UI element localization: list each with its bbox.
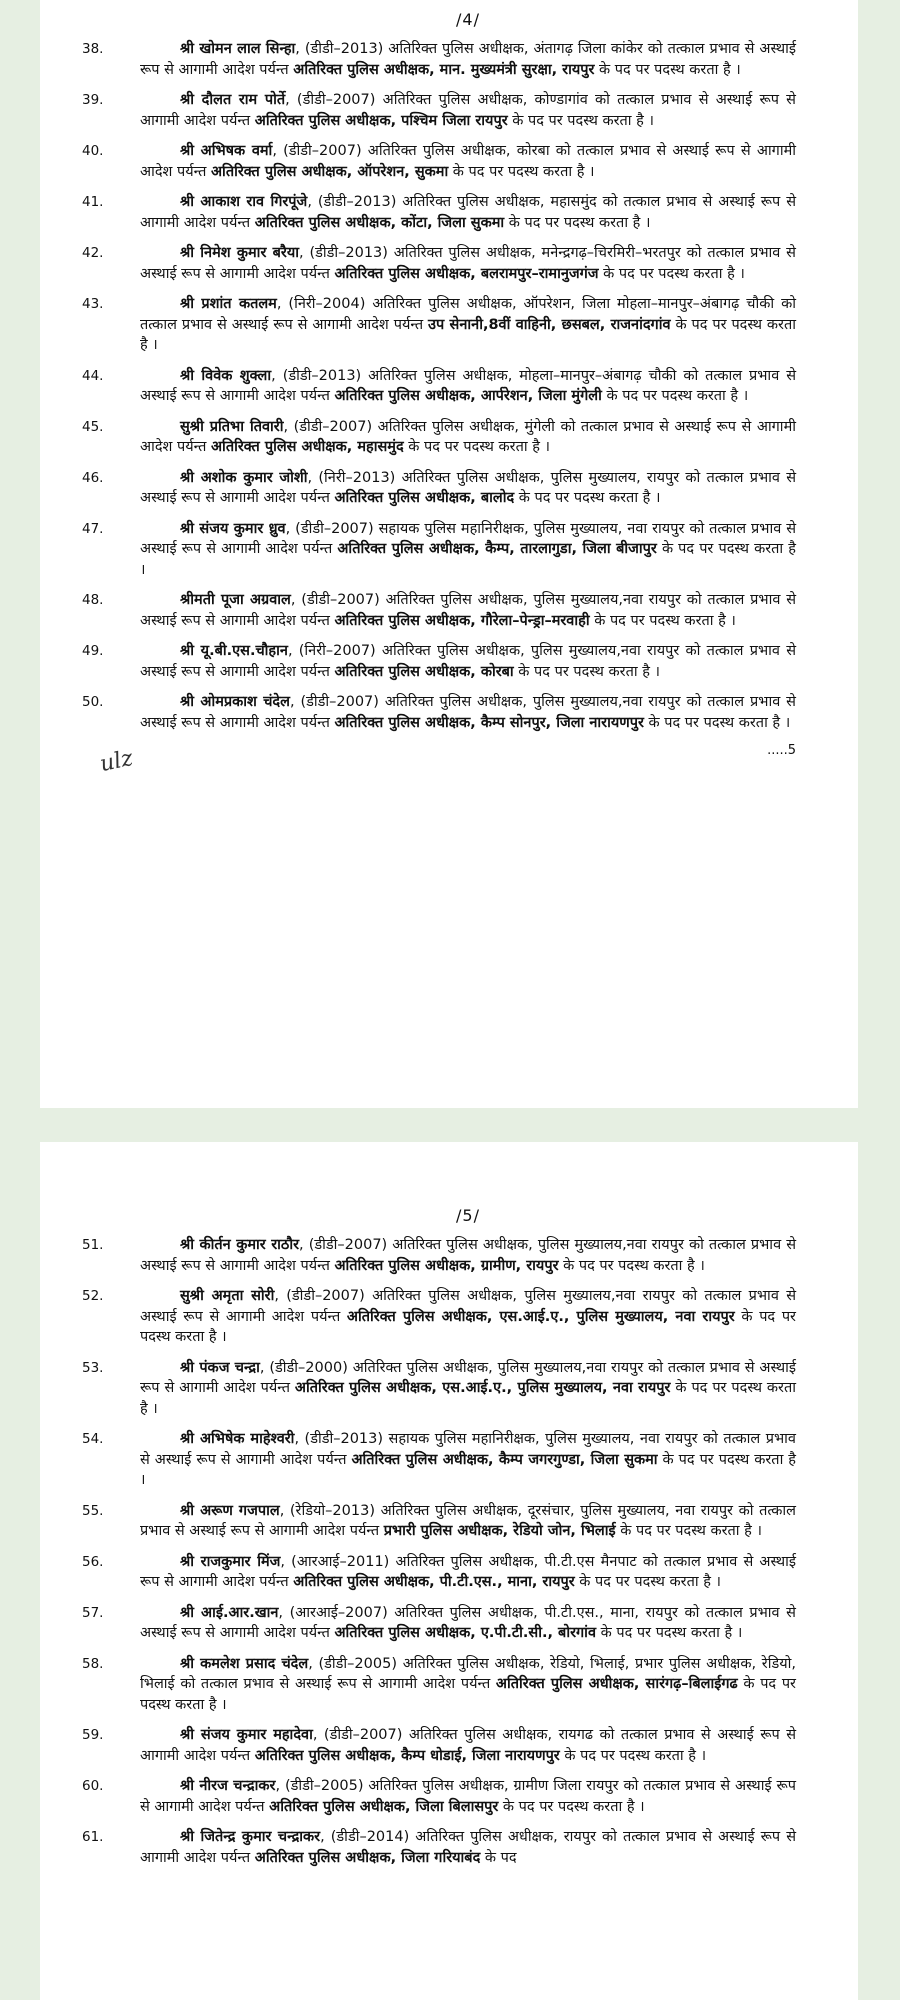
entry-number: 48. bbox=[82, 592, 104, 608]
entry-text: , (निरी–2004) अतिरिक्त पुलिस अधीक्षक, ऑपरेशन, जिला मोहला–मानपुर–अंबागढ़ चौकी को तत्काल प्रभाव से अस्थाई रूप से आगामी आदेश पर्यन्त bbox=[140, 296, 796, 333]
new-posting: अतिरिक्त पुलिस अधीक्षक, कैम्प जगरगुण्डा, जिला सुकमा bbox=[351, 1451, 658, 1468]
entry-closing: के पद पर पदस्थ करता है । bbox=[513, 663, 661, 680]
document-page-4 bbox=[40, 0, 858, 1108]
officer-name: श्री संजय कुमार ध्रुव bbox=[180, 520, 286, 537]
order-entry bbox=[82, 294, 797, 356]
officer-name: श्री दौलत राम पोर्ते bbox=[180, 92, 286, 108]
order-entry bbox=[82, 468, 797, 509]
officer-name: श्री अभिषक वर्मा bbox=[180, 143, 273, 159]
page-number: /4/ bbox=[456, 10, 480, 29]
order-entry bbox=[82, 1286, 796, 1348]
page-number: /5/ bbox=[456, 1206, 480, 1225]
order-entry bbox=[82, 192, 797, 233]
entry-text: , (डीडी–2000) अतिरिक्त पुलिस अधीक्षक, पुलिस मुख्यालय,नवा रायपुर को तत्काल प्रभाव से अस्थाई रूप से आगामी आदेश पर्यन्त bbox=[140, 1359, 796, 1396]
order-entry bbox=[82, 1776, 796, 1817]
entry-number: 39. bbox=[82, 92, 104, 108]
entry-number: 56. bbox=[82, 1553, 104, 1570]
entry-number: 42. bbox=[82, 245, 104, 261]
officer-name: श्री राजकुमार मिंज bbox=[180, 1553, 281, 1570]
new-posting: अतिरिक्त पुलिस अधीक्षक, ऑपरेशन, सुकमा bbox=[210, 163, 449, 180]
new-posting: अतिरिक्त पुलिस अधीक्षक, बालोद bbox=[334, 490, 515, 506]
new-posting: अतिरिक्त पुलिस अधीक्षक, पी.टी.एस., माना, रायपुर bbox=[293, 1574, 575, 1590]
entry-closing: के पद पर पदस्थ करता है । bbox=[601, 388, 749, 404]
entry-text: , (डीडी–2007) अतिरिक्त पुलिस अधीक्षक, कोण्डागांव को तत्काल प्रभाव से अस्थाई रूप से आगामी आदेश पर्यन्त bbox=[140, 92, 796, 129]
entry-number: 57. bbox=[82, 1604, 104, 1621]
entry-closing: के पद पर पदस्थ करता है । bbox=[615, 1523, 762, 1539]
entry-text: , (आरआई–2011) अतिरिक्त पुलिस अधीक्षक, पी.टी.एस मैनपाट को तत्काल प्रभाव से अस्थाई रूप से आगामी आदेश पर्यन्त bbox=[140, 1553, 796, 1590]
document-page-5 bbox=[40, 1142, 858, 2000]
entry-text: , (डीडी–2007) अतिरिक्त पुलिस अधीक्षक, पुलिस मुख्यालय,नवा रायपुर को तत्काल प्रभाव से अस्थाई रूप से आगामी आदेश पर्यन्त bbox=[140, 592, 796, 629]
entry-closing: के पद bbox=[480, 1849, 517, 1866]
order-entry bbox=[82, 1827, 797, 1868]
entry-closing: के पद पर पदस्थ करता है । bbox=[558, 1257, 705, 1274]
new-posting: अतिरिक्त पुलिस अधीक्षक, बलरामपुर–रामानुजगंज bbox=[334, 265, 599, 282]
entry-text: , (डीडी–2007) अतिरिक्त पुलिस अधीक्षक, मुंगेली को तत्काल प्रभाव से अस्थाई रूप से आगामी आदेश पर्यन्त bbox=[140, 418, 796, 455]
order-entry bbox=[82, 243, 796, 284]
officer-name: श्रीमती पूजा अग्रवाल bbox=[180, 592, 291, 608]
entry-number: 58. bbox=[82, 1655, 104, 1672]
entry-number: 50. bbox=[82, 694, 104, 710]
entry-number: 44. bbox=[82, 367, 104, 384]
officer-name: सुश्री अमृता सोरी bbox=[180, 1288, 275, 1304]
entry-closing: के पद पर पदस्थ करता है । bbox=[140, 1308, 796, 1345]
entry-number: 61. bbox=[82, 1829, 104, 1845]
order-entry bbox=[82, 1501, 796, 1542]
order-entry bbox=[82, 1358, 796, 1420]
new-posting: अतिरिक्त पुलिस अधीक्षक, कैम्प, तारलागुडा, जिला बीजापुर bbox=[337, 541, 657, 557]
officer-name: श्री विवेक शुक्ला bbox=[180, 367, 272, 384]
entry-number: 46. bbox=[82, 469, 104, 486]
new-posting: अतिरिक्त पुलिस अधीक्षक, एस.आई.ए., पुलिस मुख्यालय, नवा रायपुर bbox=[294, 1380, 671, 1396]
entry-closing: के पद पर पदस्थ करता है । bbox=[514, 490, 661, 506]
entry-closing: के पद पर पदस्थ करता है । bbox=[643, 714, 791, 731]
order-entries bbox=[82, 39, 797, 733]
officer-name: श्री प्रशांत कतलम bbox=[180, 296, 277, 312]
officer-name: श्री यू.बी.एस.चौहान bbox=[180, 643, 288, 659]
entry-number: 55. bbox=[82, 1502, 104, 1519]
entry-text: , (डीडी–2005) अतिरिक्त पुलिस अधीक्षक, रेडियो, भिलाई, प्रभार पुलिस अधीक्षक, रेडियो, भिलाई को तत्काल प्रभाव से अस्थाई रूप से आगामी आदेश पर्यन्त bbox=[140, 1655, 796, 1692]
officer-name: श्री खोमन लाल सिन्हा bbox=[180, 41, 296, 57]
order-entry bbox=[82, 1603, 796, 1644]
order-entry bbox=[82, 417, 796, 458]
officer-name: श्री नीरज चन्द्राकर bbox=[180, 1778, 276, 1794]
entry-closing: के पद पर पदस्थ करता है । bbox=[594, 61, 741, 78]
entry-closing: के पद पर पदस्थ करता है । bbox=[589, 612, 736, 629]
new-posting: अतिरिक्त पुलिस अधीक्षक, पश्चिम जिला रायपुर bbox=[254, 112, 508, 129]
entry-number: 52. bbox=[82, 1288, 104, 1304]
entry-text: , (डीडी–2013) अतिरिक्त पुलिस अधीक्षक, मोहला–मानपुर–अंबागढ़ चौकी को तत्काल प्रभाव से अस्थाई रूप से आगामी आदेश पर्यन्त bbox=[140, 367, 796, 404]
order-entry bbox=[82, 692, 796, 733]
officer-name: श्री ओमप्रकाश चंदेल bbox=[180, 694, 290, 710]
entry-text: , (डीडी–2007) सहायक पुलिस महानिरीक्षक, पुलिस मुख्यालय, नवा रायपुर को तत्काल प्रभाव से अस्थाई रूप से आगामी आदेश पर्यन्त bbox=[140, 520, 797, 557]
order-entry bbox=[82, 519, 797, 581]
officer-name: श्री आकाश राव गिरपूंजे bbox=[180, 194, 308, 210]
new-posting: उप सेनानी,8वीं वाहिनी, छसबल, राजनांदगांव bbox=[428, 316, 671, 333]
entry-text: , (रेडियो–2013) अतिरिक्त पुलिस अधीक्षक, दूरसंचार, पुलिस मुख्यालय, नवा रायपुर को तत्काल प्रभाव से अस्थाई रूप से आगामी आदेश पर्यन्त bbox=[140, 1502, 796, 1539]
handwritten-initials: ulz bbox=[97, 745, 136, 778]
entry-closing: के पद पर पदस्थ करता है । bbox=[140, 316, 797, 353]
order-entry bbox=[82, 90, 796, 131]
officer-name: श्री कमलेश प्रसाद चंदेल bbox=[180, 1655, 309, 1672]
entry-closing: के पद पर पदस्थ करता है । bbox=[403, 439, 551, 455]
entry-text: , (डीडी–2007) अतिरिक्त पुलिस अधीक्षक, कोरबा को तत्काल प्रभाव से अस्थाई रूप से आगामी आदेश पर्यन्त bbox=[140, 143, 797, 180]
officer-name: श्री पंकज चन्द्रा bbox=[180, 1359, 260, 1376]
new-posting: अतिरिक्त पुलिस अधीक्षक, महासमुंद bbox=[210, 439, 404, 455]
entry-closing: के पद पर पदस्थ करता है । bbox=[140, 1380, 796, 1417]
new-posting: अतिरिक्त पुलिस अधीक्षक, कोंटा, जिला सुकमा bbox=[254, 214, 505, 231]
officer-name: श्री अभिषेक माहेश्वरी bbox=[180, 1431, 295, 1447]
new-posting: अतिरिक्त पुलिस अधीक्षक, कैम्प धोडाई, जिला नारायणपुर bbox=[254, 1747, 560, 1764]
order-entry bbox=[82, 141, 797, 182]
page-footer bbox=[97, 743, 796, 783]
officer-name: श्री कीर्तन कुमार राठौर bbox=[180, 1237, 300, 1253]
new-posting: अतिरिक्त पुलिस अधीक्षक, कोरबा bbox=[334, 663, 514, 680]
entry-number: 45. bbox=[82, 418, 104, 435]
entry-text: , (डीडी–2013) अतिरिक्त पुलिस अधीक्षक, महासमुंद को तत्काल प्रभाव से अस्थाई रूप से आगामी आदेश पर्यन्त bbox=[140, 194, 797, 231]
new-posting: अतिरिक्त पुलिस अधीक्षक, आर्परेशन, जिला मुंगेली bbox=[334, 388, 602, 404]
entry-number: 38. bbox=[82, 41, 104, 57]
entry-number: 51. bbox=[82, 1237, 104, 1253]
entry-number: 60. bbox=[82, 1778, 104, 1794]
entry-text: , (आरआई–2007) अतिरिक्त पुलिस अधीक्षक, पी.टी.एस., माना, रायपुर को तत्काल प्रभाव से अस्थाई रूप से आगामी आदेश पर्यन्त bbox=[140, 1604, 796, 1641]
entry-closing: के पद पर पदस्थ करता है । bbox=[507, 112, 654, 129]
entry-closing: के पद पर पदस्थ करता है । bbox=[596, 1625, 743, 1641]
entry-closing: के पद पर पदस्थ करता है । bbox=[140, 1451, 796, 1488]
new-posting: अतिरिक्त पुलिस अधीक्षक, जिला गरियाबंद bbox=[254, 1849, 481, 1866]
officer-name: श्री आई.आर.खान bbox=[180, 1604, 279, 1621]
entry-closing: के पद पर पदस्थ करता है । bbox=[140, 1676, 796, 1713]
officer-name: श्री संजय कुमार महादेवा bbox=[180, 1727, 313, 1743]
new-posting: अतिरिक्त पुलिस अधीक्षक, कैम्प सोनपुर, जिला नारायणपुर bbox=[334, 714, 644, 731]
officer-name: श्री अरूण गजपाल bbox=[180, 1502, 280, 1519]
entry-closing: के पद पर पदस्थ करता है । bbox=[504, 214, 651, 231]
entry-number: 41. bbox=[82, 194, 104, 210]
officer-name: श्री निमेश कुमार बरैया bbox=[180, 245, 300, 261]
entry-closing: के पद पर पदस्थ करता है । bbox=[498, 1798, 645, 1815]
entry-closing: के पद पर पदस्थ करता है । bbox=[574, 1574, 722, 1590]
entry-text: , (डीडी–2005) अतिरिक्त पुलिस अधीक्षक, ग्रामीण जिला रायपुर को तत्काल प्रभाव से अस्थाई रूप से आगामी आदेश पर्यन्त bbox=[140, 1778, 796, 1815]
entry-text: , (डीडी–2013) सहायक पुलिस महानिरीक्षक, पुलिस मुख्यालय, नवा रायपुर को तत्काल प्रभाव से अस्थाई रूप से आगामी आदेश पर्यन्त bbox=[140, 1431, 796, 1468]
entry-closing: के पद पर पदस्थ करता है । bbox=[598, 265, 745, 282]
entry-number: 53. bbox=[82, 1359, 104, 1376]
officer-name: श्री अशोक कुमार जोशी bbox=[180, 469, 308, 486]
order-entry bbox=[82, 366, 796, 407]
order-entry bbox=[82, 39, 796, 80]
new-posting: अतिरिक्त पुलिस अधीक्षक, गौरेला–पेन्ड्रा–मरवाही bbox=[334, 612, 590, 629]
entry-number: 54. bbox=[82, 1431, 104, 1447]
new-posting: अतिरिक्त पुलिस अधीक्षक, जिला बिलासपुर bbox=[269, 1798, 499, 1815]
new-posting: अतिरिक्त पुलिस अधीक्षक, ए.पी.टी.सी., बोरगांव bbox=[334, 1625, 597, 1641]
order-entry bbox=[82, 1552, 796, 1593]
entry-number: 59. bbox=[82, 1727, 104, 1743]
entry-closing: के पद पर पदस्थ करता है । bbox=[559, 1747, 707, 1764]
order-entry bbox=[82, 590, 796, 631]
new-posting: प्रभारी पुलिस अधीक्षक, रेडियो जोन, भिलाई bbox=[383, 1523, 616, 1539]
officer-name: सुश्री प्रतिभा तिवारी bbox=[180, 418, 284, 435]
new-posting: अतिरिक्त पुलिस अधीक्षक, ग्रामीण, रायपुर bbox=[334, 1257, 559, 1274]
entry-text: , (निरी–2007) अतिरिक्त पुलिस अधीक्षक, पुलिस मुख्यालय,नवा रायपुर को तत्काल प्रभाव से अस्थाई रूप से आगामी आदेश पर्यन्त bbox=[140, 643, 796, 680]
entry-number: 43. bbox=[82, 296, 104, 312]
entry-closing: के पद पर पदस्थ करता है । bbox=[448, 163, 595, 180]
entry-text: , (निरी–2013) अतिरिक्त पुलिस अधीक्षक, पुलिस मुख्यालय, रायपुर को तत्काल प्रभाव से अस्थाई रूप से आगामी आदेश पर्यन्त bbox=[140, 469, 797, 506]
order-entries bbox=[82, 1235, 797, 1868]
officer-name: श्री जितेन्द्र कुमार चन्द्राकर bbox=[180, 1829, 321, 1845]
new-posting: अतिरिक्त पुलिस अधीक्षक, सारंगढ़–बिलाईगढ bbox=[495, 1676, 738, 1692]
entry-text: , (डीडी–2007) अतिरिक्त पुलिस अधीक्षक, रायगढ को तत्काल प्रभाव से अस्थाई रूप से आगामी आदेश पर्यन्त bbox=[140, 1727, 796, 1764]
entry-number: 47. bbox=[82, 520, 104, 537]
new-posting: अतिरिक्त पुलिस अधीक्षक, एस.आई.ए., पुलिस मुख्यालय, नवा रायपुर bbox=[346, 1308, 735, 1325]
entry-number: 49. bbox=[82, 643, 104, 659]
continued-page-marker: .....5 bbox=[767, 743, 796, 758]
order-entry bbox=[82, 641, 796, 682]
entry-text: , (डीडी–2013) अतिरिक्त पुलिस अधीक्षक, मनेन्द्रगढ़–चिरमिरी–भरतपुर को तत्काल प्रभाव से अस्थाई रूप से आगामी आदेश पर्यन्त bbox=[140, 245, 796, 282]
order-entry bbox=[82, 1654, 796, 1716]
entry-closing: के पद पर पदस्थ करता है । bbox=[140, 541, 796, 578]
new-posting: अतिरिक्त पुलिस अधीक्षक, मान. मुख्यमंत्री सुरक्षा, रायपुर bbox=[293, 61, 595, 78]
order-entry bbox=[82, 1235, 796, 1276]
entry-text: , (डीडी–2007) अतिरिक्त पुलिस अधीक्षक, पुलिस मुख्यालय,नवा रायपुर को तत्काल प्रभाव से अस्थाई रूप से आगामी आदेश पर्यन्त bbox=[140, 694, 796, 731]
entry-text: , (डीडी–2013) अतिरिक्त पुलिस अधीक्षक, अंतागढ़ जिला कांकेर को तत्काल प्रभाव से अस्थाई रूप से आगामी आदेश पर्यन्त bbox=[140, 41, 796, 78]
entry-text: , (डीडी–2007) अतिरिक्त पुलिस अधीक्षक, पुलिस मुख्यालय,नवा रायपुर को तत्काल प्रभाव से अस्थाई रूप से आगामी आदेश पर्यन्त bbox=[140, 1288, 796, 1325]
entry-number: 40. bbox=[82, 143, 104, 159]
order-entry bbox=[82, 1429, 796, 1491]
entry-text: , (डीडी–2014) अतिरिक्त पुलिस अधीक्षक, रायपुर को तत्काल प्रभाव से अस्थाई रूप से आगामी आदेश पर्यन्त bbox=[140, 1829, 797, 1866]
entry-text: , (डीडी–2007) अतिरिक्त पुलिस अधीक्षक, पुलिस मुख्यालय,नवा रायपुर को तत्काल प्रभाव से अस्थाई रूप से आगामी आदेश पर्यन्त bbox=[140, 1237, 796, 1274]
order-entry bbox=[82, 1725, 796, 1766]
